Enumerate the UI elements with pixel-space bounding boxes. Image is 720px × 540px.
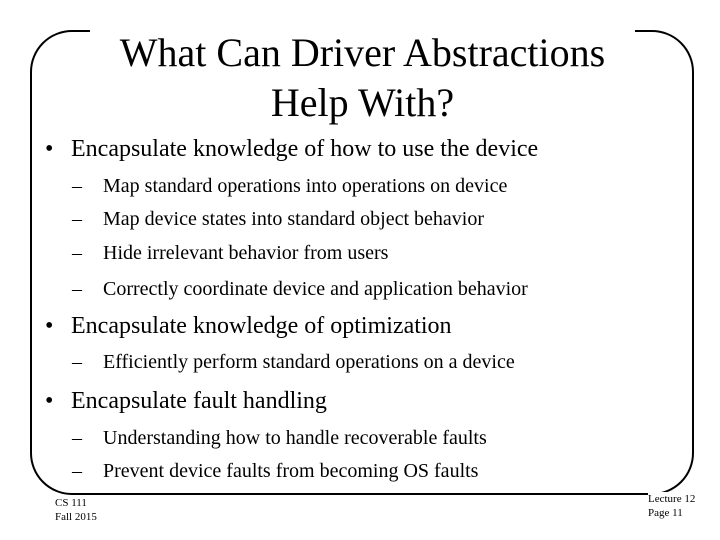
dash-glyph: –: [72, 175, 82, 197]
bullet-text: Encapsulate knowledge of optimization: [71, 313, 452, 339]
footer-lecture-info: [648, 492, 714, 520]
sub-bullet-item: [72, 425, 487, 451]
page-number: Page 11: [648, 507, 683, 519]
bullet-glyph: •: [45, 136, 54, 162]
dash-glyph: –: [72, 208, 82, 230]
dash-glyph: –: [72, 242, 82, 264]
lecture-label: Lecture 12: [648, 493, 696, 505]
bullet-item: [45, 311, 452, 341]
dash-glyph: –: [72, 460, 82, 482]
sub-bullet-text: Correctly coordinate device and application behavior: [103, 278, 528, 300]
term-label: Fall 2015: [55, 511, 97, 523]
bullet-glyph: •: [45, 313, 54, 339]
sub-bullet-item: [72, 276, 528, 302]
bullet-glyph: •: [45, 388, 54, 414]
title-line-1: What Can Driver Abstractions: [119, 30, 606, 75]
footer-course-info: [55, 496, 135, 524]
bullet-item: [45, 134, 538, 164]
sub-bullet-text: Prevent device faults from becoming OS faults: [103, 460, 479, 482]
dash-glyph: –: [72, 351, 82, 373]
sub-bullet-text: Map device states into standard object behavior: [103, 208, 484, 230]
sub-bullet-text: Hide irrelevant behavior from users: [103, 242, 389, 264]
bullet-text: Encapsulate fault handling: [71, 388, 327, 414]
sub-bullet-item: [72, 349, 515, 375]
bullet-text: Encapsulate knowledge of how to use the device: [71, 136, 539, 162]
sub-bullet-text: Efficiently perform standard operations on a device: [103, 351, 515, 373]
dash-glyph: –: [72, 278, 82, 300]
sub-bullet-item: [72, 458, 478, 484]
sub-bullet-item: [72, 173, 507, 199]
sub-bullet-text: Map standard operations into operations on device: [103, 175, 508, 197]
sub-bullet-item: [72, 240, 388, 266]
sub-bullet-text: Understanding how to handle recoverable faults: [103, 427, 487, 449]
title-line-2: Help With?: [270, 80, 455, 125]
slide-title: [90, 28, 635, 124]
course-label: CS 111: [55, 497, 87, 509]
dash-glyph: –: [72, 427, 82, 449]
bullet-item: [45, 386, 327, 416]
sub-bullet-item: [72, 206, 484, 232]
